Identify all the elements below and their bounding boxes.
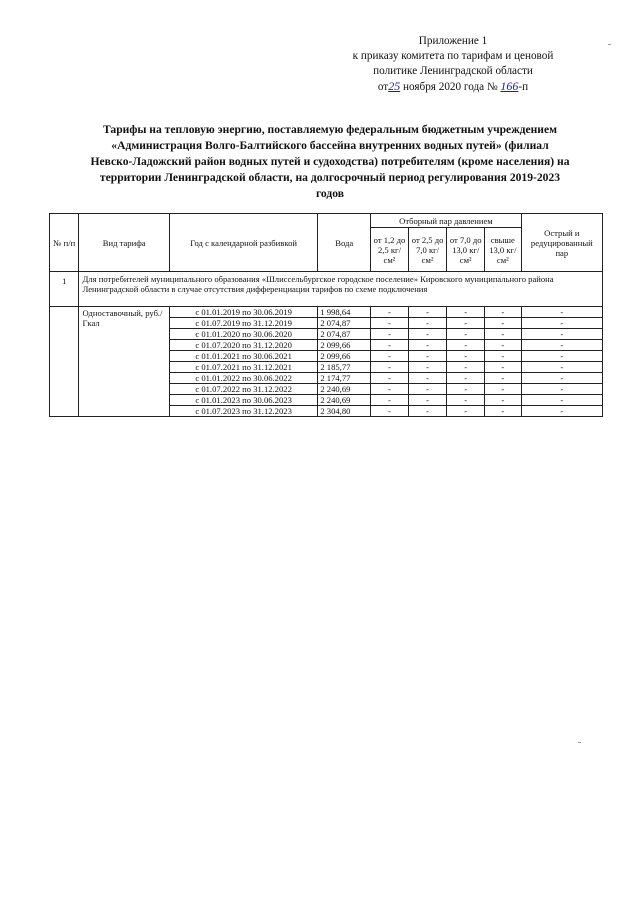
empty-tariff-dash: -: [485, 318, 522, 329]
header-steam-group: Отборный пар давлением: [371, 214, 521, 228]
period-cell: с 01.01.2021 по 30.06.2021: [169, 351, 317, 362]
date-prefix: от: [377, 81, 389, 93]
empty-tariff-dash: -: [371, 329, 409, 340]
empty-tariff-dash: -: [371, 351, 409, 362]
header-steam-2-5-7: от 2,5 до 7,0 кг/см²: [408, 228, 447, 272]
empty-tariff-dash: -: [521, 307, 602, 318]
period-cell: с 01.01.2020 по 30.06.2020: [169, 329, 317, 340]
empty-tariff-dash: -: [485, 362, 522, 373]
water-tariff-cell: 2 240,69: [318, 395, 371, 406]
empty-tariff-dash: -: [521, 340, 602, 351]
empty-tariff-dash: -: [485, 373, 522, 384]
header-steam-1-2-5: от 1,2 до 2,5 кг/см²: [371, 228, 409, 272]
empty-tariff-dash: -: [521, 351, 602, 362]
empty-tariff-dash: -: [447, 329, 485, 340]
title-line-1: Тарифы на тепловую энергию, поставляемую федеральным бюджетным учреждением: [102, 123, 558, 136]
empty-tariff-dash: -: [371, 384, 409, 395]
empty-tariff-dash: -: [521, 329, 602, 340]
water-tariff-cell: 2 074,87: [318, 329, 371, 340]
empty-tariff-dash: -: [371, 373, 409, 384]
period-cell: с 01.01.2023 по 30.06.2023: [169, 395, 317, 406]
date-day-handwritten: 25: [388, 79, 401, 93]
title-line-2: «Администрация Волго-Балтийского бассейна внутренних водных путей» (филиал: [111, 139, 549, 152]
empty-tariff-dash: -: [408, 373, 447, 384]
empty-tariff-dash: -: [521, 373, 602, 384]
empty-tariff-dash: -: [447, 362, 485, 373]
period-cell: с 01.07.2021 по 31.12.2021: [169, 362, 317, 373]
empty-tariff-dash: -: [521, 362, 602, 373]
header-year: Год с календарной разбивкой: [169, 214, 317, 272]
header-steam-7-13: от 7,0 до 13,0 кг/см²: [447, 228, 485, 272]
water-tariff-cell: 2 185,77: [318, 362, 371, 373]
table-row: [50, 307, 603, 318]
order-suffix: -п: [518, 81, 529, 93]
date-rest: ноября 2020 года №: [403, 81, 498, 93]
empty-tariff-dash: -: [408, 384, 447, 395]
empty-tariff-dash: -: [485, 351, 522, 362]
group-number: 1: [50, 272, 79, 307]
empty-tariff-dash: -: [371, 340, 409, 351]
empty-tariff-dash: -: [521, 318, 602, 329]
empty-tariff-dash: -: [447, 384, 485, 395]
period-cell: с 01.01.2019 по 30.06.2019: [169, 307, 317, 318]
consumer-description: Для потребителей муниципального образования «Шлиссельбургское городское поселение» Кировского муниципального района Ленинградской области в случае отсутствия дифференциации тарифов по схеме подключения: [79, 272, 603, 307]
empty-tariff-dash: -: [521, 384, 602, 395]
empty-tariff-dash: -: [447, 373, 485, 384]
empty-tariff-dash: -: [408, 406, 447, 417]
scan-mark: [578, 742, 581, 743]
empty-tariff-dash: -: [408, 351, 447, 362]
empty-tariff-dash: -: [447, 340, 485, 351]
header-water: Вода: [318, 214, 371, 272]
tariff-table: [49, 213, 603, 417]
empty-tariff-dash: -: [485, 307, 522, 318]
empty-tariff-dash: -: [408, 340, 447, 351]
header-row-top: [50, 214, 603, 228]
empty-tariff-dash: -: [447, 406, 485, 417]
empty-tariff-dash: -: [371, 406, 409, 417]
empty-tariff-dash: -: [447, 318, 485, 329]
appendix-committee-line: политике Ленинградской области: [373, 65, 533, 77]
period-cell: с 01.01.2022 по 30.06.2022: [169, 373, 317, 384]
empty-tariff-dash: -: [485, 406, 522, 417]
empty-tariff-dash: -: [371, 307, 409, 318]
period-cell: с 01.07.2023 по 31.12.2023: [169, 406, 317, 417]
water-tariff-cell: 1 998,64: [318, 307, 371, 318]
empty-tariff-dash: -: [408, 395, 447, 406]
water-tariff-cell: 2 304,80: [318, 406, 371, 417]
empty-tariff-dash: -: [371, 395, 409, 406]
empty-tariff-dash: -: [521, 395, 602, 406]
group-row: [50, 272, 603, 307]
empty-tariff-dash: -: [521, 406, 602, 417]
appendix-title: Приложение 1: [418, 35, 488, 47]
empty-tariff-dash: -: [408, 307, 447, 318]
scan-mark: [608, 44, 611, 45]
empty-tariff-dash: -: [408, 329, 447, 340]
title-line-5: годов: [315, 187, 345, 200]
empty-tariff-dash: -: [447, 395, 485, 406]
title-line-3: Невско-Ладожский район водных путей и судоходства) потребителям (кроме населения) на: [90, 155, 570, 168]
water-tariff-cell: 2 099,66: [318, 340, 371, 351]
water-tariff-cell: 2 240,69: [318, 384, 371, 395]
empty-tariff-dash: -: [408, 318, 447, 329]
empty-tariff-dash: -: [447, 351, 485, 362]
appendix-header: [328, 34, 578, 95]
title-line-4: территории Ленинградской области, на долгосрочный период регулирования 2019-2023: [99, 171, 561, 184]
header-num: № п/п: [50, 214, 79, 272]
header-tariff-type: Вид тарифа: [79, 214, 169, 272]
period-cell: с 01.07.2020 по 31.12.2020: [169, 340, 317, 351]
empty-tariff-dash: -: [485, 384, 522, 395]
empty-tariff-dash: -: [371, 362, 409, 373]
empty-tariff-dash: -: [485, 329, 522, 340]
empty-tariff-dash: -: [485, 395, 522, 406]
header-sharp-steam: Острый и редуцированный пар: [521, 214, 602, 272]
tariff-type-cell: Одноставочный, руб./Гкал: [79, 307, 169, 417]
water-tariff-cell: 2 074,87: [318, 318, 371, 329]
appendix-order-line: к приказу комитета по тарифам и ценовой: [352, 50, 554, 62]
empty-tariff-dash: -: [408, 362, 447, 373]
period-cell: с 01.07.2019 по 31.12.2019: [169, 318, 317, 329]
header-steam-over-13: свыше 13,0 кг/см²: [485, 228, 522, 272]
order-number-handwritten: 166: [500, 79, 519, 93]
num-blank-cell: [50, 307, 79, 417]
empty-tariff-dash: -: [371, 318, 409, 329]
empty-tariff-dash: -: [447, 307, 485, 318]
period-cell: с 01.07.2022 по 31.12.2022: [169, 384, 317, 395]
appendix-date-line: [328, 79, 578, 95]
water-tariff-cell: 2 099,66: [318, 351, 371, 362]
water-tariff-cell: 2 174,77: [318, 373, 371, 384]
document-title: [50, 122, 610, 202]
empty-tariff-dash: -: [485, 340, 522, 351]
